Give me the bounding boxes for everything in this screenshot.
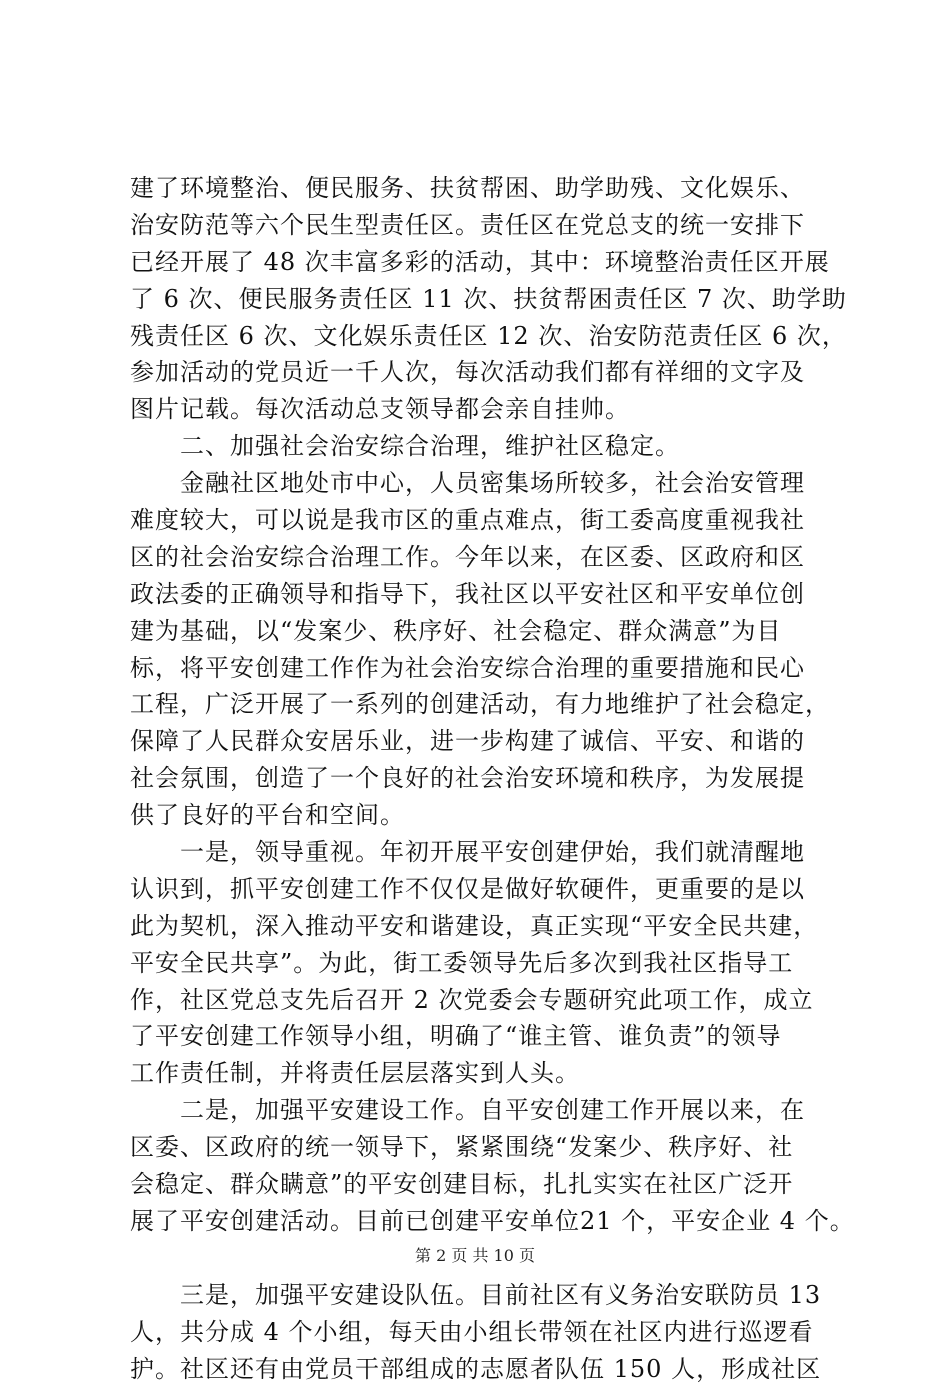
text-line: 此为契机，深入推动平安和谐建设，真正实现“平安全民共建， xyxy=(130,908,830,945)
text-line: 工程，广泛开展了一系列的创建活动，有力地维护了社会稳定， xyxy=(130,686,830,723)
text-line: 已经开展了 48 次丰富多彩的活动，其中：环境整治责任区开展 xyxy=(130,244,830,281)
text-line: 图片记载。每次活动总支领导都会亲自挂帅。 xyxy=(130,391,830,428)
text-line: 标，将平安创建工作作为社会治安综合治理的重要措施和民心 xyxy=(130,650,830,687)
text-line: 金融社区地处市中心，人员密集场所较多，社会治安管理 xyxy=(130,465,830,502)
text-line: 参加活动的党员近一千人次，每次活动我们都有祥细的文字及 xyxy=(130,354,830,391)
text-line: 工作责任制，并将责任层层落实到人头。 xyxy=(130,1055,830,1092)
text-line: 二、加强社会治安综合治理，维护社区稳定。 xyxy=(130,428,830,465)
text-line: 难度较大，可以说是我市区的重点难点，街工委高度重视我社 xyxy=(130,502,830,539)
text-line: 会稳定、群众瞒意”的平安创建目标，扎扎实实在社区广泛开 xyxy=(130,1166,830,1203)
text-line: 了 6 次、便民服务责任区 11 次、扶贫帮困责任区 7 次、助学助 xyxy=(130,281,830,318)
text-line: 社会氛围，创造了一个良好的社会治安环境和秩序，为发展提 xyxy=(130,760,830,797)
text-line: 二是，加强平安建设工作。自平安创建工作开展以来，在 xyxy=(130,1092,830,1129)
text-block-continued xyxy=(130,1277,830,1387)
text-line: 认识到，抓平安创建工作不仅仅是做好软硬件，更重要的是以 xyxy=(130,871,830,908)
text-line: 人，共分成 4 个小组，每天由小组长带领在社区内进行巡逻看 xyxy=(130,1314,830,1351)
text-line: 平安全民共享”。为此，街工委领导先后多次到我社区指导工 xyxy=(130,945,830,982)
text-line: 政法委的正确领导和指导下，我社区以平安社区和平安单位创 xyxy=(130,576,830,613)
text-line: 供了良好的平台和空间。 xyxy=(130,797,830,834)
document-body xyxy=(130,170,830,1387)
text-line: 三是，加强平安建设队伍。目前社区有义务治安联防员 13 xyxy=(130,1277,830,1314)
text-line: 作，社区党总支先后召开 2 次党委会专题研究此项工作，成立 xyxy=(130,982,830,1019)
text-line: 残责任区 6 次、文化娱乐责任区 12 次、治安防范责任区 6 次， xyxy=(130,318,830,355)
text-line: 建为基础，以“发案少、秩序好、社会稳定、群众满意”为目 xyxy=(130,613,830,650)
text-line: 保障了人民群众安居乐业，进一步构建了诚信、平安、和谐的 xyxy=(130,723,830,760)
text-line: 区委、区政府的统一领导下，紧紧围绕“发案少、秩序好、社 xyxy=(130,1129,830,1166)
text-line: 治安防范等六个民生型责任区。责任区在党总支的统一安排下 xyxy=(130,207,830,244)
text-line: 区的社会治安综合治理工作。今年以来，在区委、区政府和区 xyxy=(130,539,830,576)
text-line: 一是，领导重视。年初开展平安创建伊始，我们就清醒地 xyxy=(130,834,830,871)
text-block-main xyxy=(130,170,830,1240)
text-line: 了平安创建工作领导小组，明确了“谁主管、谁负责”的领导 xyxy=(130,1018,830,1055)
text-line: 护。社区还有由党员干部组成的志愿者队伍 150 人，形成社区 xyxy=(130,1351,830,1387)
text-line: 展了平安创建活动。目前已创建平安单位21 个，平安企业 4 个。 xyxy=(130,1203,830,1240)
page-footer: 第 2 页 共 10 页 xyxy=(0,1243,950,1266)
text-line: 建了环境整治、便民服务、扶贫帮困、助学助残、文化娱乐、 xyxy=(130,170,830,207)
